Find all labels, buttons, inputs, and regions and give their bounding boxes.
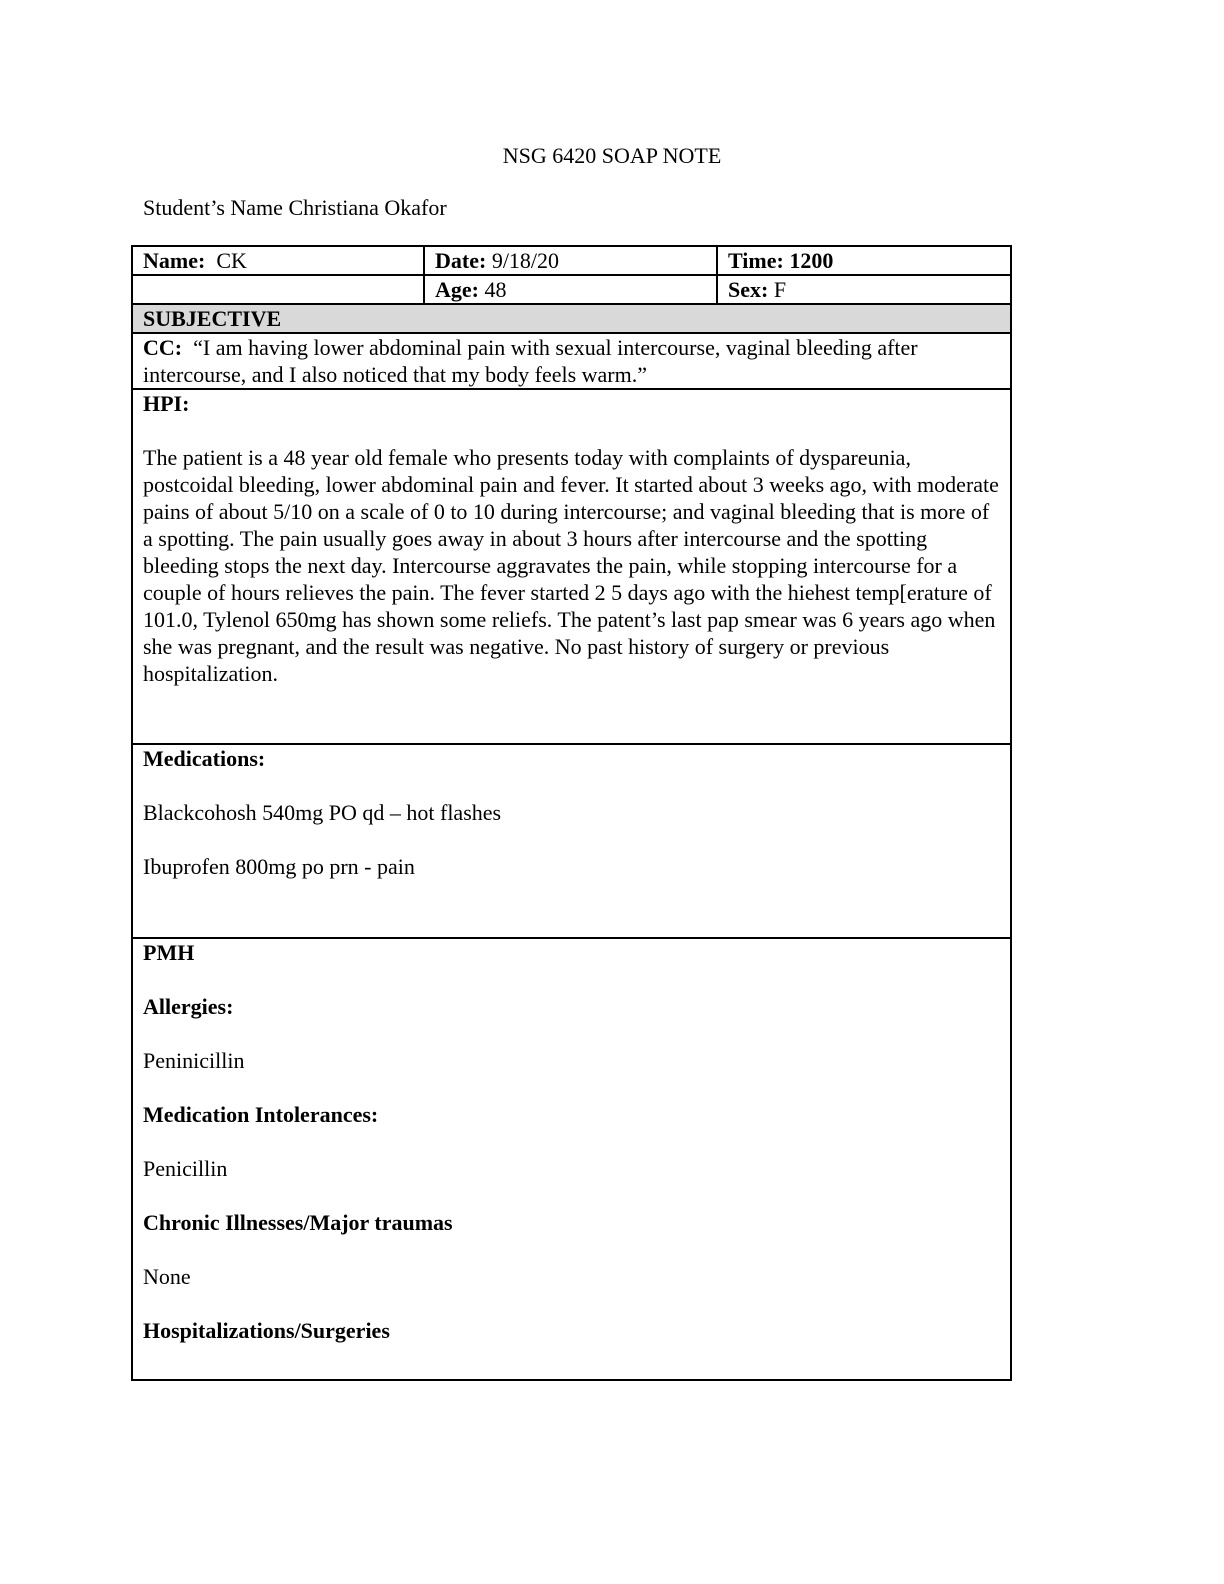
sex-cell	[717, 275, 1011, 304]
hpi-row	[132, 389, 1011, 744]
name-label: Name:	[143, 248, 206, 273]
document-title: NSG 6420 SOAP NOTE	[502, 143, 722, 168]
subjective-row	[132, 304, 1011, 333]
allergies-value: Peninicillin	[143, 1048, 245, 1073]
age-cell	[424, 275, 717, 304]
student-name-value: Christiana Okafor	[288, 195, 447, 220]
name-cell	[132, 246, 424, 275]
age-value: 48	[484, 277, 507, 302]
time-cell	[717, 246, 1011, 275]
sex-value: F	[773, 277, 787, 302]
date-value: 9/18/20	[491, 248, 560, 273]
hpi-cell	[132, 389, 1011, 744]
header-row-2	[132, 275, 1011, 304]
intolerances-value: Penicillin	[143, 1156, 228, 1181]
name-value: CK	[216, 248, 247, 273]
cc-label: CC:	[143, 335, 183, 360]
chronic-illnesses-label: Chronic Illnesses/Major traumas	[143, 1210, 453, 1235]
date-cell	[424, 246, 717, 275]
medication-item: Ibuprofen 800mg po prn - pain	[143, 854, 415, 879]
hpi-label: HPI:	[143, 391, 190, 416]
intolerances-label: Medication Intolerances:	[143, 1102, 379, 1127]
student-name-label: Student’s Name	[143, 195, 283, 220]
medication-item: Blackcohosh 540mg PO qd – hot flashes	[143, 800, 502, 825]
chronic-illnesses-value: None	[143, 1264, 191, 1289]
pmh-cell	[132, 938, 1011, 1380]
hospitalizations-label: Hospitalizations/Surgeries	[143, 1318, 390, 1343]
allergies-label: Allergies:	[143, 994, 234, 1019]
pmh-heading: PMH	[143, 940, 195, 965]
subjective-heading: SUBJECTIVE	[132, 304, 1011, 333]
chief-complaint-cell	[132, 333, 1011, 389]
cc-text: “I am having lower abdominal pain with sexual intercourse, vaginal bleeding after intercourse, and I also noticed that my body feels warm.”	[143, 335, 918, 387]
header-row-1	[132, 246, 1011, 275]
age-label: Age:	[435, 277, 479, 302]
soap-note-table	[131, 245, 1012, 1381]
pmh-row	[132, 938, 1011, 1380]
time-label: Time:	[728, 248, 784, 273]
hpi-text: The patient is a 48 year old female who presents today with complaints of dyspareunia, postcoidal bleeding, lower abdominal pain and fever. It started about 3 weeks ago, with moderate pains of about 5/10 on a scale of 0 to 10 during intercourse; and vaginal bleeding that is more of a spotting. The pain usually goes away in about 3 hours after intercourse and the spotting bleeding stops the next day. Intercourse aggravates the pain, while stopping intercourse for a couple of hours relieves the pain. The fever started 2 5 days ago with the hiehest temp[erature of 101.0, Tylenol 650mg has shown some reliefs. The patent’s last pap smear was 6 years ago when she was pregnant, and the result was negative. No past history of surgery or previous hospitalization.	[143, 445, 999, 686]
cc-row	[132, 333, 1011, 389]
medications-row	[132, 744, 1011, 938]
empty-cell	[132, 275, 424, 304]
date-label: Date:	[435, 248, 487, 273]
medications-heading: Medications:	[143, 746, 266, 771]
sex-label: Sex:	[728, 277, 769, 302]
student-name-line	[143, 195, 447, 221]
medications-cell	[132, 744, 1011, 938]
time-value: 1200	[789, 248, 834, 273]
